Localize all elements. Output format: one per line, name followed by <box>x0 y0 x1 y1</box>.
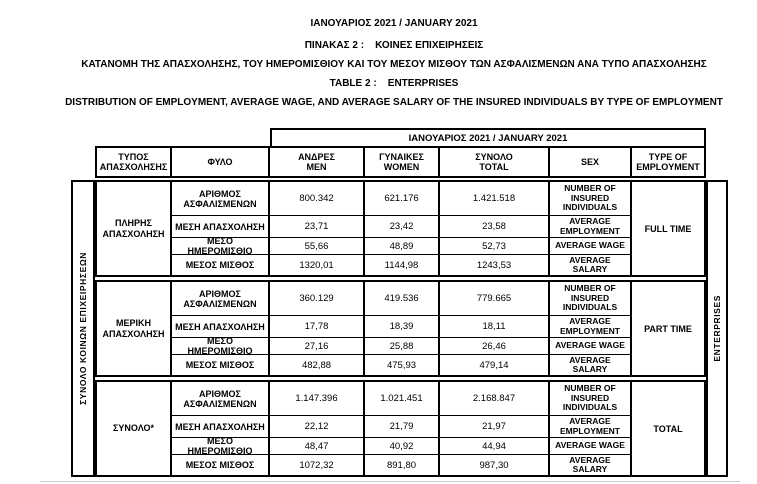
value-total: 779.665 <box>440 282 550 316</box>
value-men: 27,16 <box>270 338 365 355</box>
value-women: 48,89 <box>365 238 440 255</box>
value-women: 18,39 <box>365 316 440 338</box>
metric-label-en: AVERAGE SALARY <box>550 355 632 375</box>
metric-label-en: AVERAGE EMPLOYMENT <box>550 216 632 238</box>
column-headers-row <box>95 146 706 178</box>
value-total: 21,97 <box>440 416 550 438</box>
value-total: 52,73 <box>440 238 550 255</box>
title-table-number-en: TABLE 2 : ENTERPRISES <box>329 78 459 89</box>
metric-label-en: AVERAGE WAGE <box>550 238 632 255</box>
value-total: 1243,53 <box>440 255 550 275</box>
title-period: ΙΑΝΟΥΑΡΙΟΣ 2021 / JANUARY 2021 <box>310 18 478 29</box>
right-vertical-label: ENTERPRISES <box>706 180 728 477</box>
report-titles <box>44 18 744 109</box>
metric-label-en: AVERAGE SALARY <box>550 455 632 475</box>
value-women: 21,79 <box>365 416 440 438</box>
value-women: 891,80 <box>365 455 440 475</box>
employment-type-label: ΜΕΡΙΚΗ ΑΠΑΣΧΟΛΗΣΗ <box>97 282 172 375</box>
value-total: 479,14 <box>440 355 550 375</box>
table-header <box>95 128 706 178</box>
metric-label: ΜΕΣΟΣ ΜΙΣΘΟΣ <box>172 255 270 275</box>
value-total: 987,30 <box>440 455 550 475</box>
value-total: 2.168.847 <box>440 382 550 416</box>
value-men: 482,88 <box>270 355 365 375</box>
metric-label: ΑΡΙΘΜΟΣ ΑΣΦΑΛΙΣΜΕΝΩΝ <box>172 282 270 316</box>
period-band: ΙΑΝΟΥΑΡΙΟΣ 2021 / JANUARY 2021 <box>270 128 706 146</box>
column-header-sex-en: SEX <box>550 148 632 176</box>
metric-label-en: AVERAGE WAGE <box>550 338 632 355</box>
block-total <box>95 380 706 477</box>
value-men: 360.129 <box>270 282 365 316</box>
metric-label: ΜΕΣΟ ΗΜΕΡΟΜΙΣΘΙΟ <box>172 338 270 355</box>
value-women: 475,93 <box>365 355 440 375</box>
title-subtitle-gr: ΚΑΤΑΝΟΜΗ ΤΗΣ ΑΠΑΣΧΟΛΗΣΗΣ, ΤΟΥ ΗΜΕΡΟΜΙΣΘΙΟΥ ΚΑΙ ΤΟΥ ΜΕΣΟΥ ΜΙΣΘΟΥ ΤΩΝ ΑΣΦΑΛΙΣΜΕΝΩΝ ΑΝΑ ΤΥΠΟ ΑΠΑΣΧΟΛΗΣΗΣ <box>81 59 707 70</box>
left-vertical-label: ΣΥΝΟΛΟ ΚΟΙΝΩΝ ΕΠΙΧΕΙΡΗΣΕΩΝ <box>71 180 95 477</box>
value-women: 1144,98 <box>365 255 440 275</box>
metric-label-en: AVERAGE SALARY <box>550 255 632 275</box>
value-men: 800.342 <box>270 182 365 216</box>
title-table-number-gr: ΠΙΝΑΚΑΣ 2 : ΚΟΙΝΕΣ ΕΠΙΧΕΙΡΗΣΕΙΣ <box>304 40 484 51</box>
column-header-type-en: TYPE OF EMPLOYMENT <box>636 151 700 172</box>
employment-type-label: ΣΥΝΟΛΟ* <box>97 382 172 475</box>
employment-type-label: ΠΛΗΡΗΣ ΑΠΑΣΧΟΛΗΣΗ <box>97 182 172 275</box>
metric-label: ΜΕΣΟ ΗΜΕΡΟΜΙΣΘΙΟ <box>172 438 270 455</box>
value-women: 419.536 <box>365 282 440 316</box>
value-total: 18,11 <box>440 316 550 338</box>
value-men: 17,78 <box>270 316 365 338</box>
block-part-time <box>95 280 706 377</box>
metric-label: ΜΕΣΟΣ ΜΙΣΘΟΣ <box>172 355 270 375</box>
value-total: 1.421.518 <box>440 182 550 216</box>
value-men: 22,12 <box>270 416 365 438</box>
metric-label: ΜΕΣΗ ΑΠΑΣΧΟΛΗΣΗ <box>172 416 270 438</box>
metric-label: ΜΕΣΗ ΑΠΑΣΧΟΛΗΣΗ <box>172 316 270 338</box>
value-total: 26,46 <box>440 338 550 355</box>
metric-label: ΜΕΣΟ ΗΜΕΡΟΜΙΣΘΙΟ <box>172 238 270 255</box>
data-blocks <box>95 180 706 477</box>
value-total: 44,94 <box>440 438 550 455</box>
column-header-type-gr: ΤΥΠΟΣ ΑΠΑΣΧΟΛΗΣΗΣ <box>97 148 172 176</box>
value-men: 23,71 <box>270 216 365 238</box>
metric-label-en: AVERAGE EMPLOYMENT <box>550 316 632 338</box>
statistics-table <box>71 128 728 477</box>
value-total: 23,58 <box>440 216 550 238</box>
metric-label-en: NUMBER OF INSURED INDIVIDUALS <box>550 182 632 216</box>
value-women: 40,92 <box>365 438 440 455</box>
column-header-gender-gr: ΦΥΛΟ <box>172 148 270 176</box>
title-subtitle-en: DISTRIBUTION OF EMPLOYMENT, AVERAGE WAGE, AND AVERAGE SALARY OF THE INSURED INDIVIDUALS BY TYPE OF EMPLOYMENT <box>65 97 723 108</box>
value-women: 23,42 <box>365 216 440 238</box>
page-break-line <box>40 481 740 482</box>
metric-label-en: NUMBER OF INSURED INDIVIDUALS <box>550 282 632 316</box>
metric-label: ΑΡΙΘΜΟΣ ΑΣΦΑΛΙΣΜΕΝΩΝ <box>172 182 270 216</box>
employment-type-label-en: TOTAL <box>653 423 683 434</box>
value-women: 1.021.451 <box>365 382 440 416</box>
metric-label-en: AVERAGE WAGE <box>550 438 632 455</box>
value-men: 1072,32 <box>270 455 365 475</box>
metric-label: ΑΡΙΘΜΟΣ ΑΣΦΑΛΙΣΜΕΝΩΝ <box>172 382 270 416</box>
value-men: 55,66 <box>270 238 365 255</box>
value-men: 1320,01 <box>270 255 365 275</box>
value-women: 25,88 <box>365 338 440 355</box>
value-men: 48,47 <box>270 438 365 455</box>
column-header-total: ΣΥΝΟΛΟ TOTAL <box>440 148 550 176</box>
metric-label-en: NUMBER OF INSURED INDIVIDUALS <box>550 382 632 416</box>
table-body <box>71 180 728 477</box>
employment-type-label-en: FULL TIME <box>644 223 692 234</box>
metric-label: ΜΕΣΟΣ ΜΙΣΘΟΣ <box>172 455 270 475</box>
block-full-time <box>95 180 706 277</box>
value-women: 621.176 <box>365 182 440 216</box>
value-men: 1.147.396 <box>270 382 365 416</box>
column-header-men: ΑΝΔΡΕΣ MEN <box>270 148 365 176</box>
metric-label-en: AVERAGE EMPLOYMENT <box>550 416 632 438</box>
column-header-women: ΓΥΝΑΙΚΕΣ WOMEN <box>365 148 440 176</box>
metric-label: ΜΕΣΗ ΑΠΑΣΧΟΛΗΣΗ <box>172 216 270 238</box>
employment-type-label-en: PART TIME <box>644 323 692 334</box>
